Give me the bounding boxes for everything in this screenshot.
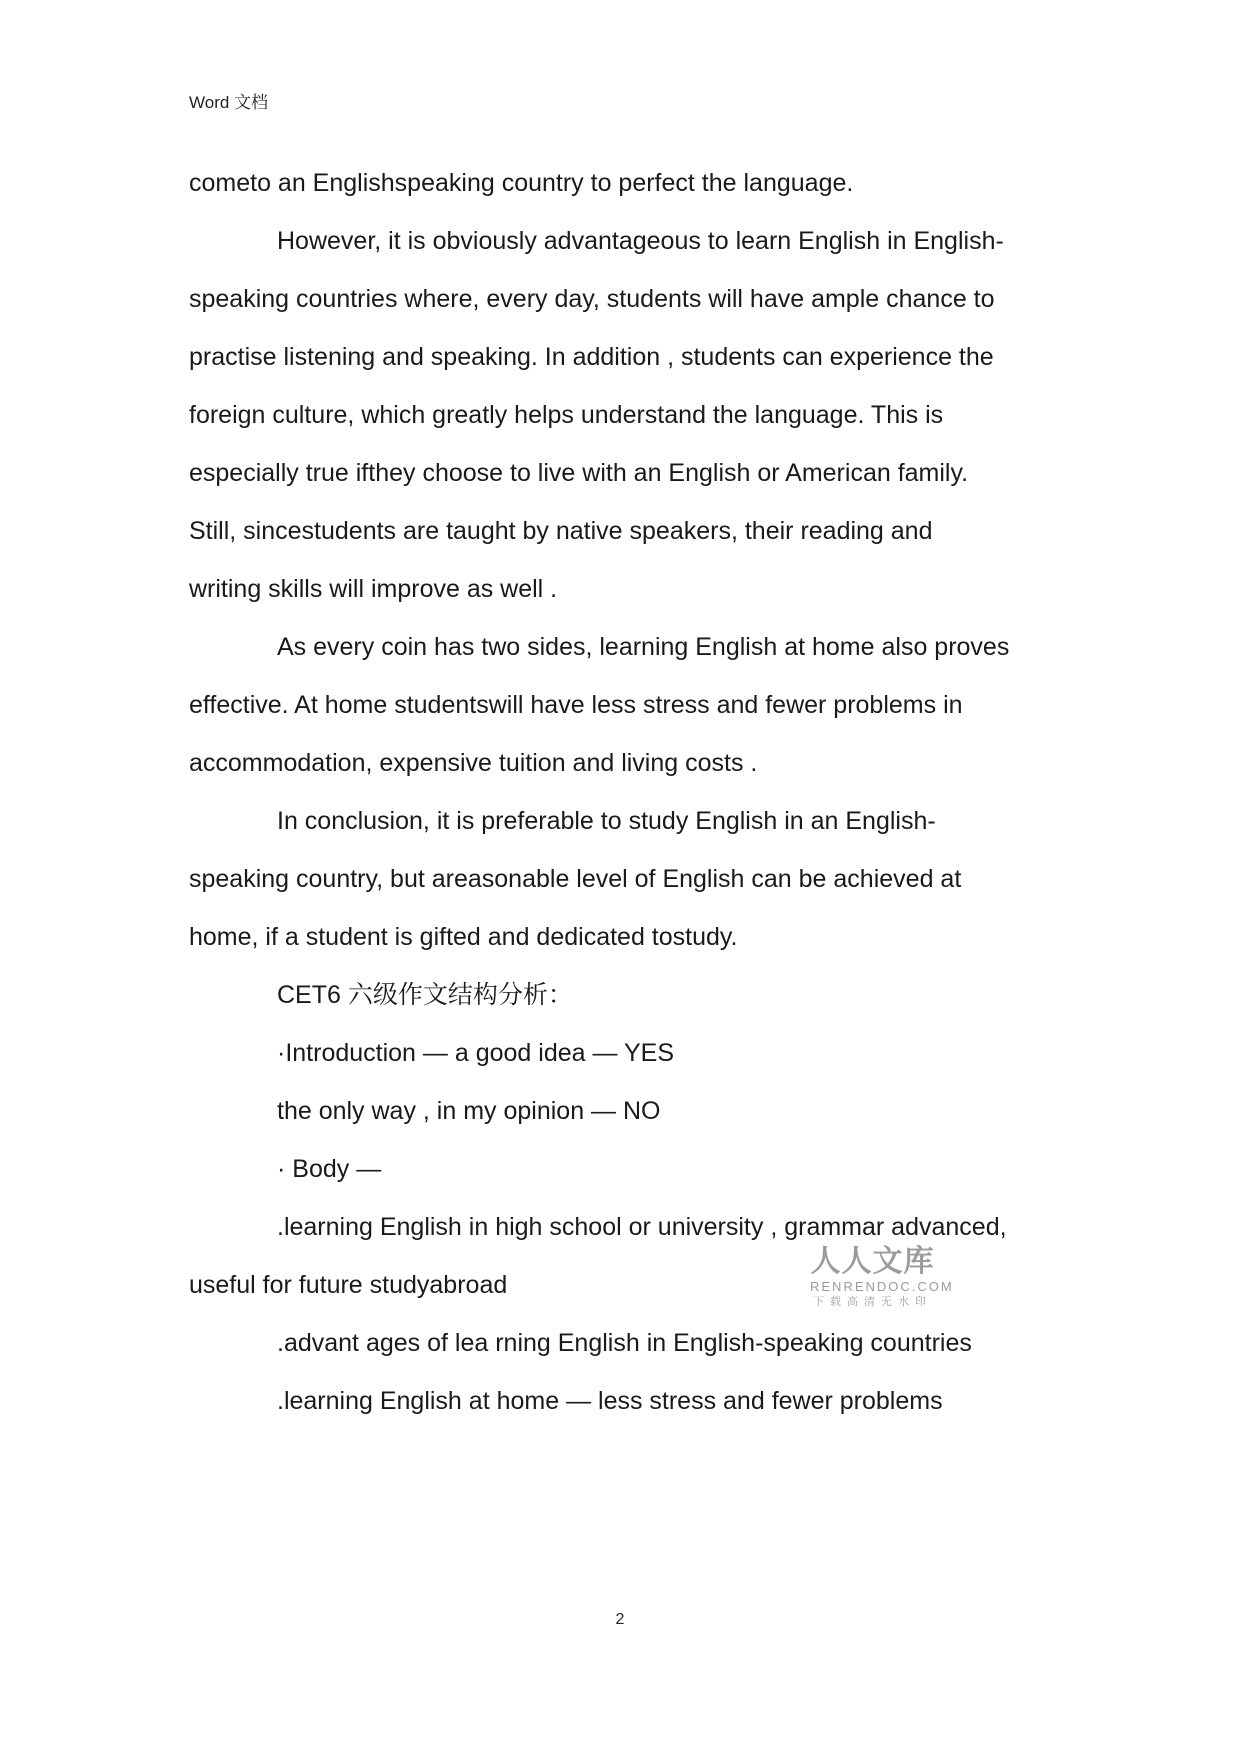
outline-item: .advant ages of lea rning English in English-speaking countries — [277, 1329, 972, 1357]
watermark-logo — [810, 1244, 954, 1309]
outline-item: the only way , in my opinion — NO — [277, 1097, 661, 1125]
body-line: home, if a student is gifted and dedicated tostudy. — [189, 923, 738, 951]
body-line: Still, sincestudents are taught by native speakers, their reading and — [189, 517, 933, 545]
body-line: speaking country, but areasonable level of English can be achieved at — [189, 865, 962, 893]
outline-item: .learning English at home — less stress and fewer problems — [277, 1387, 943, 1415]
body-line: practise listening and speaking. In addition , students can experience the — [189, 343, 994, 371]
page-number: 2 — [615, 1611, 625, 1628]
body-line: especially true ifthey choose to live with an English or American family. — [189, 459, 969, 487]
outline-item: .learning English in high school or university , grammar advanced, — [277, 1213, 1007, 1241]
body-line: accommodation, expensive tuition and living costs . — [189, 749, 758, 777]
section-heading: CET6 六级作文结构分析： — [277, 981, 573, 1009]
body-line: writing skills will improve as well . — [189, 575, 558, 603]
document-header-label: Word 文档 — [189, 93, 269, 112]
body-line: speaking countries where, every day, students will have ample chance to — [189, 285, 995, 313]
paragraph-start-line: However, it is obviously advantageous to learn English in English- — [277, 227, 1004, 255]
body-line: effective. At home studentswill have less stress and fewer problems in — [189, 691, 963, 719]
paragraph-start-line: In conclusion, it is preferable to study English in an English- — [277, 807, 936, 835]
outline-item-continuation: useful for future studyabroad — [189, 1271, 508, 1299]
watermark-tagline: 下载高清无水印 — [813, 1296, 932, 1308]
outline-item: ·Introduction — a good idea — YES — [277, 1039, 674, 1067]
watermark-title: 人人文库 — [810, 1244, 935, 1279]
paragraph-start-line: As every coin has two sides, learning English at home also proves — [277, 633, 1010, 661]
outline-item: · Body — — [277, 1155, 382, 1183]
watermark-domain: RENRENDOC.COM — [810, 1279, 954, 1294]
body-line: cometo an Englishspeaking country to perfect the language. — [189, 169, 854, 197]
body-line: foreign culture, which greatly helps understand the language. This is — [189, 401, 944, 429]
